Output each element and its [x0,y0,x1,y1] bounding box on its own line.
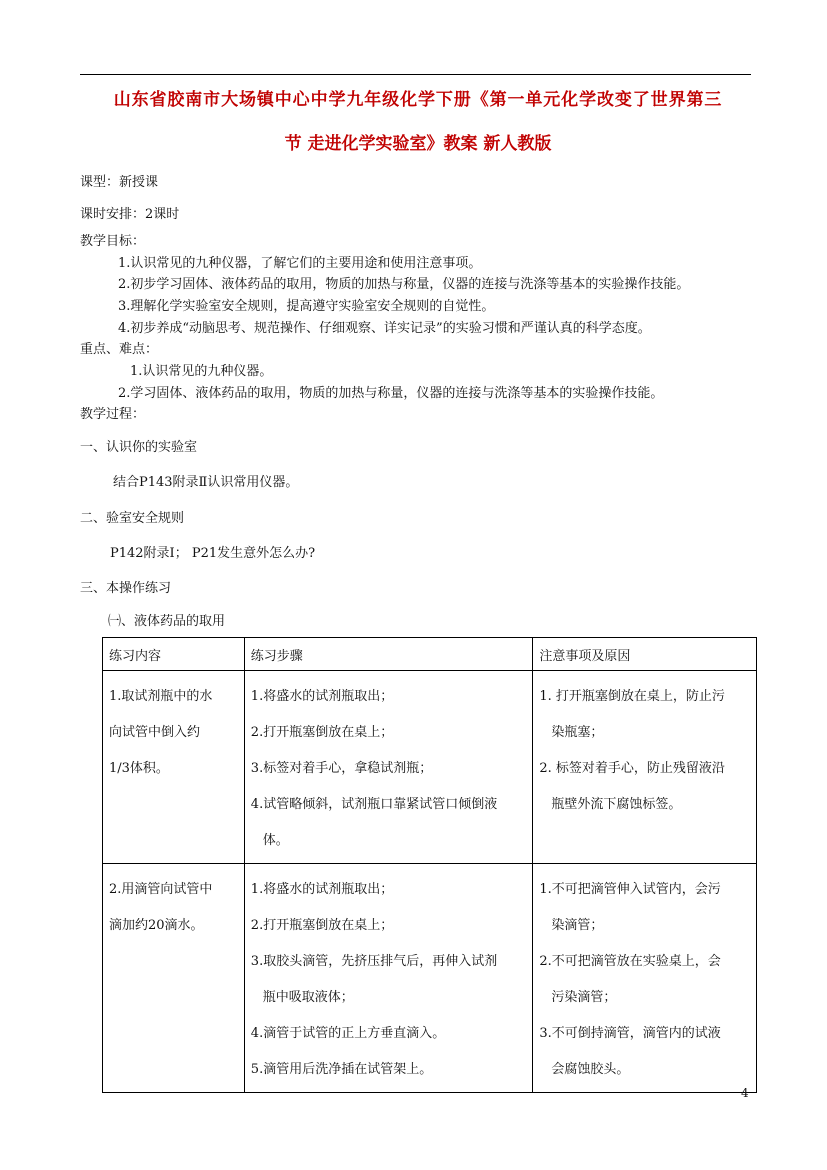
content-line: 向试管中倒入约 [109,725,201,740]
section-1-title: 一、认识你的实验室 [80,440,198,455]
table-header-notes: 注意事项及原因 [533,638,757,671]
table-row [103,864,757,1093]
goal-item: 3.理解化学实验室安全规则，提高遵守实验室安全规则的自觉性。 [118,299,495,314]
step-line: 2.打开瓶塞倒放在桌上； [250,918,394,933]
lesson-schedule: 课时安排：2课时 [80,207,180,222]
table-header-steps: 练习步骤 [244,638,533,671]
step-line: 体。 [262,833,289,848]
goals-heading: 教学目标： [80,234,146,249]
note-line: 2. 标签对着手心，防止残留液沿 [539,761,725,776]
step-line: 5.滴管用后洗净插在试管架上。 [250,1062,433,1077]
section-3-subtitle: ㈠、液体药品的取用 [108,614,226,629]
section-1-text: 结合P143附录Ⅱ认识常用仪器。 [113,475,299,490]
content-line: 1.取试剂瓶中的水 [109,689,213,704]
goal-item: 2.初步学习固体、液体药品的取用，物质的加热与称量，仪器的连接与洗涤等基本的实验操作技能。 [118,277,690,292]
table-cell-content [103,671,245,864]
step-line: 瓶中吸取液体； [262,990,354,1005]
table-cell-steps [244,671,533,864]
lesson-type: 课型：新授课 [80,175,159,190]
step-line: 4.试管略倾斜，试剂瓶口靠紧试管口倾倒液 [250,797,498,812]
section-2-text: P142附录Ⅰ； P21发生意外怎么办? [110,546,316,561]
note-line: 3.不可倒持滴管，滴管内的试液 [539,1026,721,1041]
note-line: 1. 打开瓶塞倒放在桌上，防止污 [539,689,725,704]
table-cell-notes [533,671,757,864]
note-line: 染滴管； [551,918,604,933]
page-number: 4 [741,1086,749,1100]
header-rule [80,74,751,75]
document-title-line2: 节 走进化学实验室》教案 新人教版 [284,134,552,154]
content-line: 2.用滴管向试管中 [109,882,213,897]
table-row [103,671,757,864]
table-cell-content [103,864,245,1093]
section-3-title: 三、本操作练习 [80,581,172,596]
table-header-row [103,638,757,671]
key-point-item: 2.学习固体、液体药品的取用，物质的加热与称量，仪器的连接与洗涤等基本的实验操作技能。 [118,386,664,401]
table-cell-steps [244,864,533,1093]
table-cell-notes [533,864,757,1093]
goal-item: 4.初步养成“动脑思考、规范操作、仔细观察、详实记录”的实验习惯和严谨认真的科学态度。 [118,321,651,336]
content-line: 1/3体积。 [109,761,169,776]
goal-item: 1.认识常见的九种仪器，了解它们的主要用途和使用注意事项。 [118,256,482,271]
key-points-heading: 重点、难点： [80,342,159,357]
document-title-line1: 山东省胶南市大场镇中心中学九年级化学下册《第一单元化学改变了世界第三 [113,90,723,110]
step-line: 4.滴管于试管的正上方垂直滴入。 [250,1026,446,1041]
step-line: 3.取胶头滴管，先挤压排气后，再伸入试剂 [250,954,498,969]
step-line: 1.将盛水的试剂瓶取出； [250,882,394,897]
step-line: 2.打开瓶塞倒放在桌上； [250,725,394,740]
note-line: 2.不可把滴管放在实验桌上，会 [539,954,721,969]
note-line: 1.不可把滴管伸入试管内，会污 [539,882,721,897]
section-2-title: 二、验室安全规则 [80,511,185,526]
note-line: 会腐蚀胶头。 [551,1062,630,1077]
step-line: 3.标签对着手心，拿稳试剂瓶； [250,761,433,776]
key-point-item: 1.认识常见的九种仪器。 [130,364,273,379]
content-line: 滴加约20滴水。 [109,918,204,933]
process-heading: 教学过程： [80,407,146,422]
step-line: 1.将盛水的试剂瓶取出； [250,689,394,704]
table-header-content: 练习内容 [103,638,245,671]
note-line: 污染滴管； [551,990,617,1005]
practice-table [102,637,757,1093]
note-line: 染瓶塞； [551,725,604,740]
note-line: 瓶壁外流下腐蚀标签。 [551,797,682,812]
